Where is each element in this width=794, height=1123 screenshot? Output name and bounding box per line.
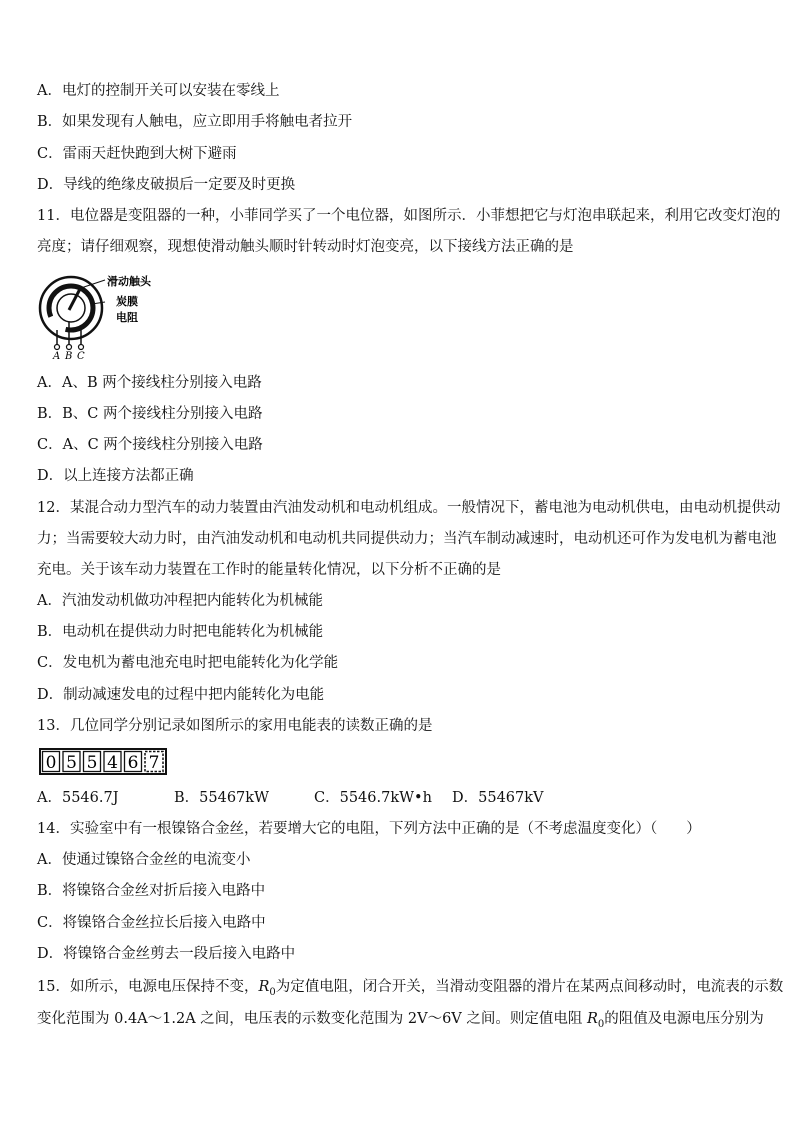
q10-option-d: D．导线的绝缘皮破损后一定要及时更换 [37, 177, 296, 193]
meter-digit: 4 [107, 753, 118, 773]
meter-digit: 5 [66, 753, 77, 773]
terminal-a-label: A [53, 351, 61, 360]
q12-stem-line1: 12．某混合动力型汽车的动力装置由汽油发动机和电动机组成。一般情况下，蓄电池为电动机供电，由电动机提供动 [37, 500, 781, 516]
q12-option-b: B．电动机在提供动力时把电能转化为机械能 [37, 624, 324, 640]
meter-decimal-digit: 7 [148, 753, 160, 773]
q11-option-a: A．A、B 两个接线柱分别接入电路 [37, 375, 262, 391]
meter-reading-figure [39, 748, 167, 776]
q13-option-b: B．55467kW [174, 790, 269, 806]
q11-stem-line2: 亮度；请仔细观察，现想使滑动触头顺时针转动时灯泡变亮，以下接线方法正确的是 [37, 239, 574, 255]
q13-options-row [37, 788, 757, 808]
q15-text-part: 变化范围为 0.4A～1.2A 之间，电压表的示数变化范围为 2V～6V 之间。则定值电阻 [37, 1011, 587, 1027]
q10-option-a: A．电灯的控制开关可以安装在零线上 [37, 83, 280, 99]
q11-stem-line1: 11．电位器是变阻器的一种，小菲同学买了一个电位器，如图所示．小菲想把它与灯泡串联起来，利用它改变灯泡的 [37, 208, 781, 224]
q15-text-part: 的阻值及电源电压分别为 [604, 1011, 764, 1027]
q12-stem-line2: 力；当需要较大动力时，由汽油发动机和电动机共同提供动力；当汽车制动减速时，电动机还可作为发电机为蓄电池 [37, 531, 777, 547]
q15-stem-line1 [37, 977, 784, 1003]
q12-option-a: A．汽油发动机做功冲程把内能转化为机械能 [37, 593, 323, 609]
q13-option-d: D．55467kV [452, 790, 544, 806]
q13-option-c: C．5546.7kW•h [314, 790, 432, 806]
terminal-c-label: C [77, 351, 85, 360]
q15-stem-line2 [37, 1009, 764, 1035]
r0-symbol: R [587, 1011, 598, 1027]
terminal-c [79, 345, 84, 350]
q12-option-c: C．发电机为蓄电池充电时把电能转化为化学能 [37, 655, 339, 671]
q11-option-d: D．以上连接方法都正确 [37, 468, 194, 484]
energy-meter-display [39, 748, 167, 776]
q14-option-d: D．将镍铬合金丝剪去一段后接入电路中 [37, 946, 296, 962]
q10-option-c: C．雷雨天赶快跑到大树下避雨 [37, 146, 237, 162]
q14-stem: 14．实验室中有一根镍铬合金丝，若要增大它的电阻，下列方法中正确的是（不考虑温度变化）（ ） [37, 821, 701, 837]
slider-label: 滑动触头 [107, 275, 151, 288]
q14-option-a: A．使通过镍铬合金丝的电流变小 [37, 852, 251, 868]
q15-text-part: 15．如所示，电源电压保持不变， [37, 979, 259, 995]
q12-stem-line3: 充电。关于该车动力装置在工作时的能量转化情况，以下分析不正确的是 [37, 562, 501, 578]
q11-option-c: C．A、C 两个接线柱分别接入电路 [37, 437, 263, 453]
meter-digit: 6 [127, 753, 139, 773]
carbon-film-label: 炭膜 [116, 295, 138, 308]
r0-subscript: 0 [269, 986, 276, 998]
q14-option-c: C．将镍铬合金丝拉长后接入电路中 [37, 915, 266, 931]
terminal-b-label: B [65, 351, 73, 360]
q14-option-b: B．将镍铬合金丝对折后接入电路中 [37, 883, 266, 899]
terminal-b [67, 345, 72, 350]
q10-option-b: B．如果发现有人触电，应立即用手将触电者拉开 [37, 114, 353, 130]
q11-option-b: B．B、C 两个接线柱分别接入电路 [37, 406, 263, 422]
q13-option-a: A．5546.7J [37, 790, 119, 806]
r0-symbol: R [258, 979, 270, 995]
potentiometer-figure [37, 268, 162, 360]
terminal-a [55, 345, 60, 350]
q12-option-d: D．制动减速发电的过程中把内能转化为电能 [37, 687, 325, 703]
meter-digit: 0 [45, 753, 57, 773]
meter-digit: 5 [86, 753, 98, 773]
r0-subscript: 0 [597, 1018, 605, 1030]
potentiometer-diagram [37, 268, 162, 360]
resistor-label: 电阻 [116, 311, 138, 324]
q15-text-part: 为定值电阻，闭合开关，当滑动变阻器的滑片在某两点间移动时，电流表的示数 [275, 979, 784, 995]
q13-stem: 13．几位同学分别记录如图所示的家用电能表的读数正确的是 [37, 718, 433, 734]
